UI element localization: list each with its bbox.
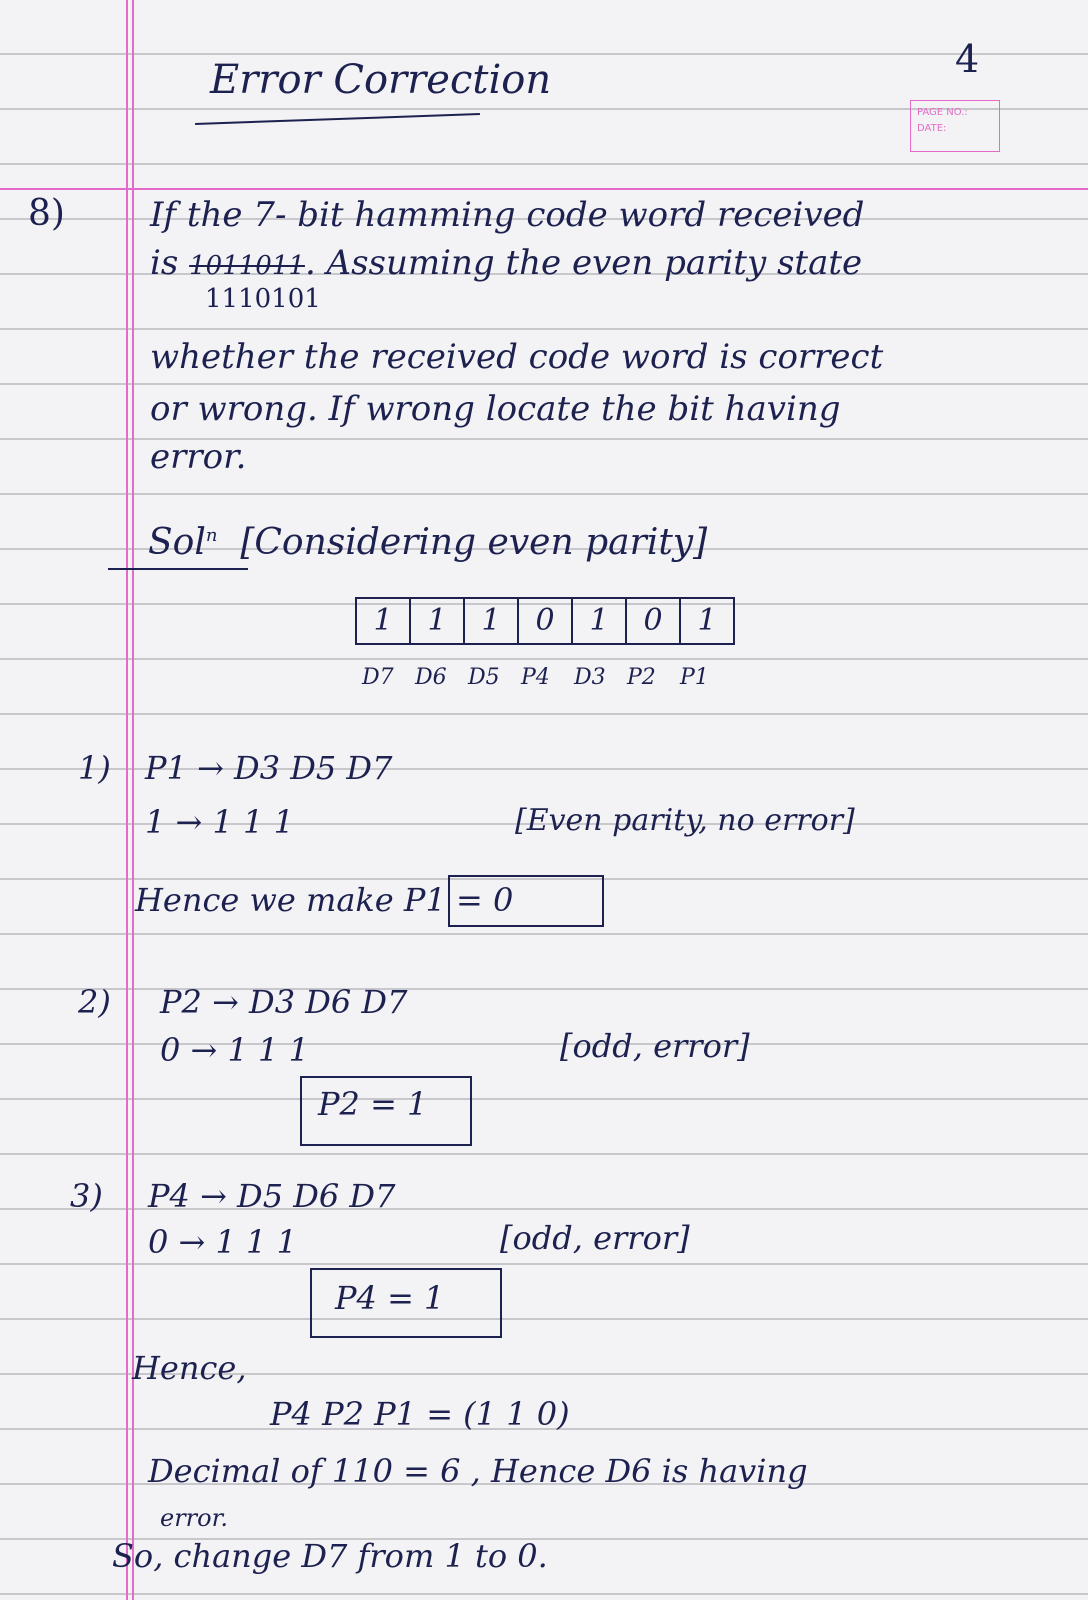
- question-line-4: or wrong. If wrong locate the bit having: [150, 389, 841, 429]
- step-1-result-box: [448, 875, 604, 927]
- position-label: D7: [362, 665, 394, 690]
- page-title: Error Correction: [210, 57, 552, 103]
- page-date-stamp: [910, 100, 1000, 152]
- step-2-relation: P2 → D3 D6 D7: [160, 983, 408, 1021]
- step-1-result: Hence we make P1 = 0: [135, 881, 514, 919]
- solution-heading: Sol$^n$ [Considering even parity]: [148, 522, 708, 563]
- step-2-number: 2): [78, 983, 111, 1021]
- position-label: D6: [415, 665, 447, 690]
- step-3-relation: P4 → D5 D6 D7: [148, 1177, 396, 1215]
- decimal-line: Decimal of 110 = 6 , Hence D6 is having: [148, 1452, 808, 1490]
- error-word: error.: [160, 1504, 229, 1532]
- solution-label: Sol: [148, 522, 206, 563]
- header-rule: [0, 188, 1088, 190]
- parity-bits-word: P4 P2 P1 = (1 1 0): [270, 1395, 570, 1433]
- step-3-result: P4 = 1: [335, 1279, 445, 1317]
- position-label: D3: [574, 665, 606, 690]
- title-underline: [195, 113, 480, 125]
- bit-cell: 1: [465, 599, 519, 643]
- step-1-number: 1): [78, 749, 111, 787]
- question-number: 8): [28, 193, 65, 234]
- step-1-relation: P1 → D3 D5 D7: [145, 749, 393, 787]
- bit-cell: 1: [357, 599, 411, 643]
- step-3-values: 0 → 1 1 1: [148, 1223, 297, 1261]
- bit-position-labels: [362, 665, 733, 690]
- bit-cell: 1: [697, 603, 717, 638]
- question-line-2: [150, 243, 863, 283]
- bit-cell: 1: [573, 599, 627, 643]
- page-number: 4: [955, 37, 980, 81]
- step-3-number: 3): [70, 1177, 103, 1215]
- corrected-code-word: 1110101: [205, 284, 321, 314]
- question-line-3: whether the received code word is correct: [150, 337, 884, 377]
- step-3-result-box: [310, 1268, 502, 1338]
- step-2-result: P2 = 1: [318, 1085, 428, 1123]
- position-label: D5: [468, 665, 500, 690]
- step-3-note: [odd, error]: [500, 1219, 690, 1257]
- step-1-values: 1 → 1 1 1: [145, 803, 294, 841]
- step-2-result-box: [300, 1076, 472, 1146]
- position-label: P1: [680, 665, 709, 690]
- position-label: P2: [627, 665, 656, 690]
- question-line-5: error.: [150, 437, 247, 477]
- question-is-text: is: [150, 243, 179, 283]
- step-1-note: [Even parity, no error]: [515, 803, 855, 838]
- conclusion-hence: Hence,: [132, 1349, 247, 1387]
- question-line-2-rest: . Assuming the even parity state: [304, 243, 863, 283]
- received-bits-grid: [355, 597, 735, 645]
- step-2-note: [odd, error]: [560, 1027, 750, 1065]
- margin-line: [126, 0, 128, 1600]
- bit-cell: 1: [411, 599, 465, 643]
- solution-underline: [108, 568, 248, 570]
- question-line-1: If the 7- bit hamming code word received: [150, 195, 865, 235]
- struck-code-word: 1011011: [189, 251, 305, 281]
- position-label: P4: [521, 665, 550, 690]
- stamp-date-label: DATE:: [917, 123, 947, 134]
- step-2-values: 0 → 1 1 1: [160, 1031, 309, 1069]
- change-instruction: So, change D7 from 1 to 0.: [112, 1537, 548, 1575]
- stamp-page-label: PAGE NO.:: [917, 107, 968, 118]
- bit-cell: 0: [627, 599, 681, 643]
- solution-note: [Considering even parity]: [240, 522, 708, 563]
- bit-cell: 0: [519, 599, 573, 643]
